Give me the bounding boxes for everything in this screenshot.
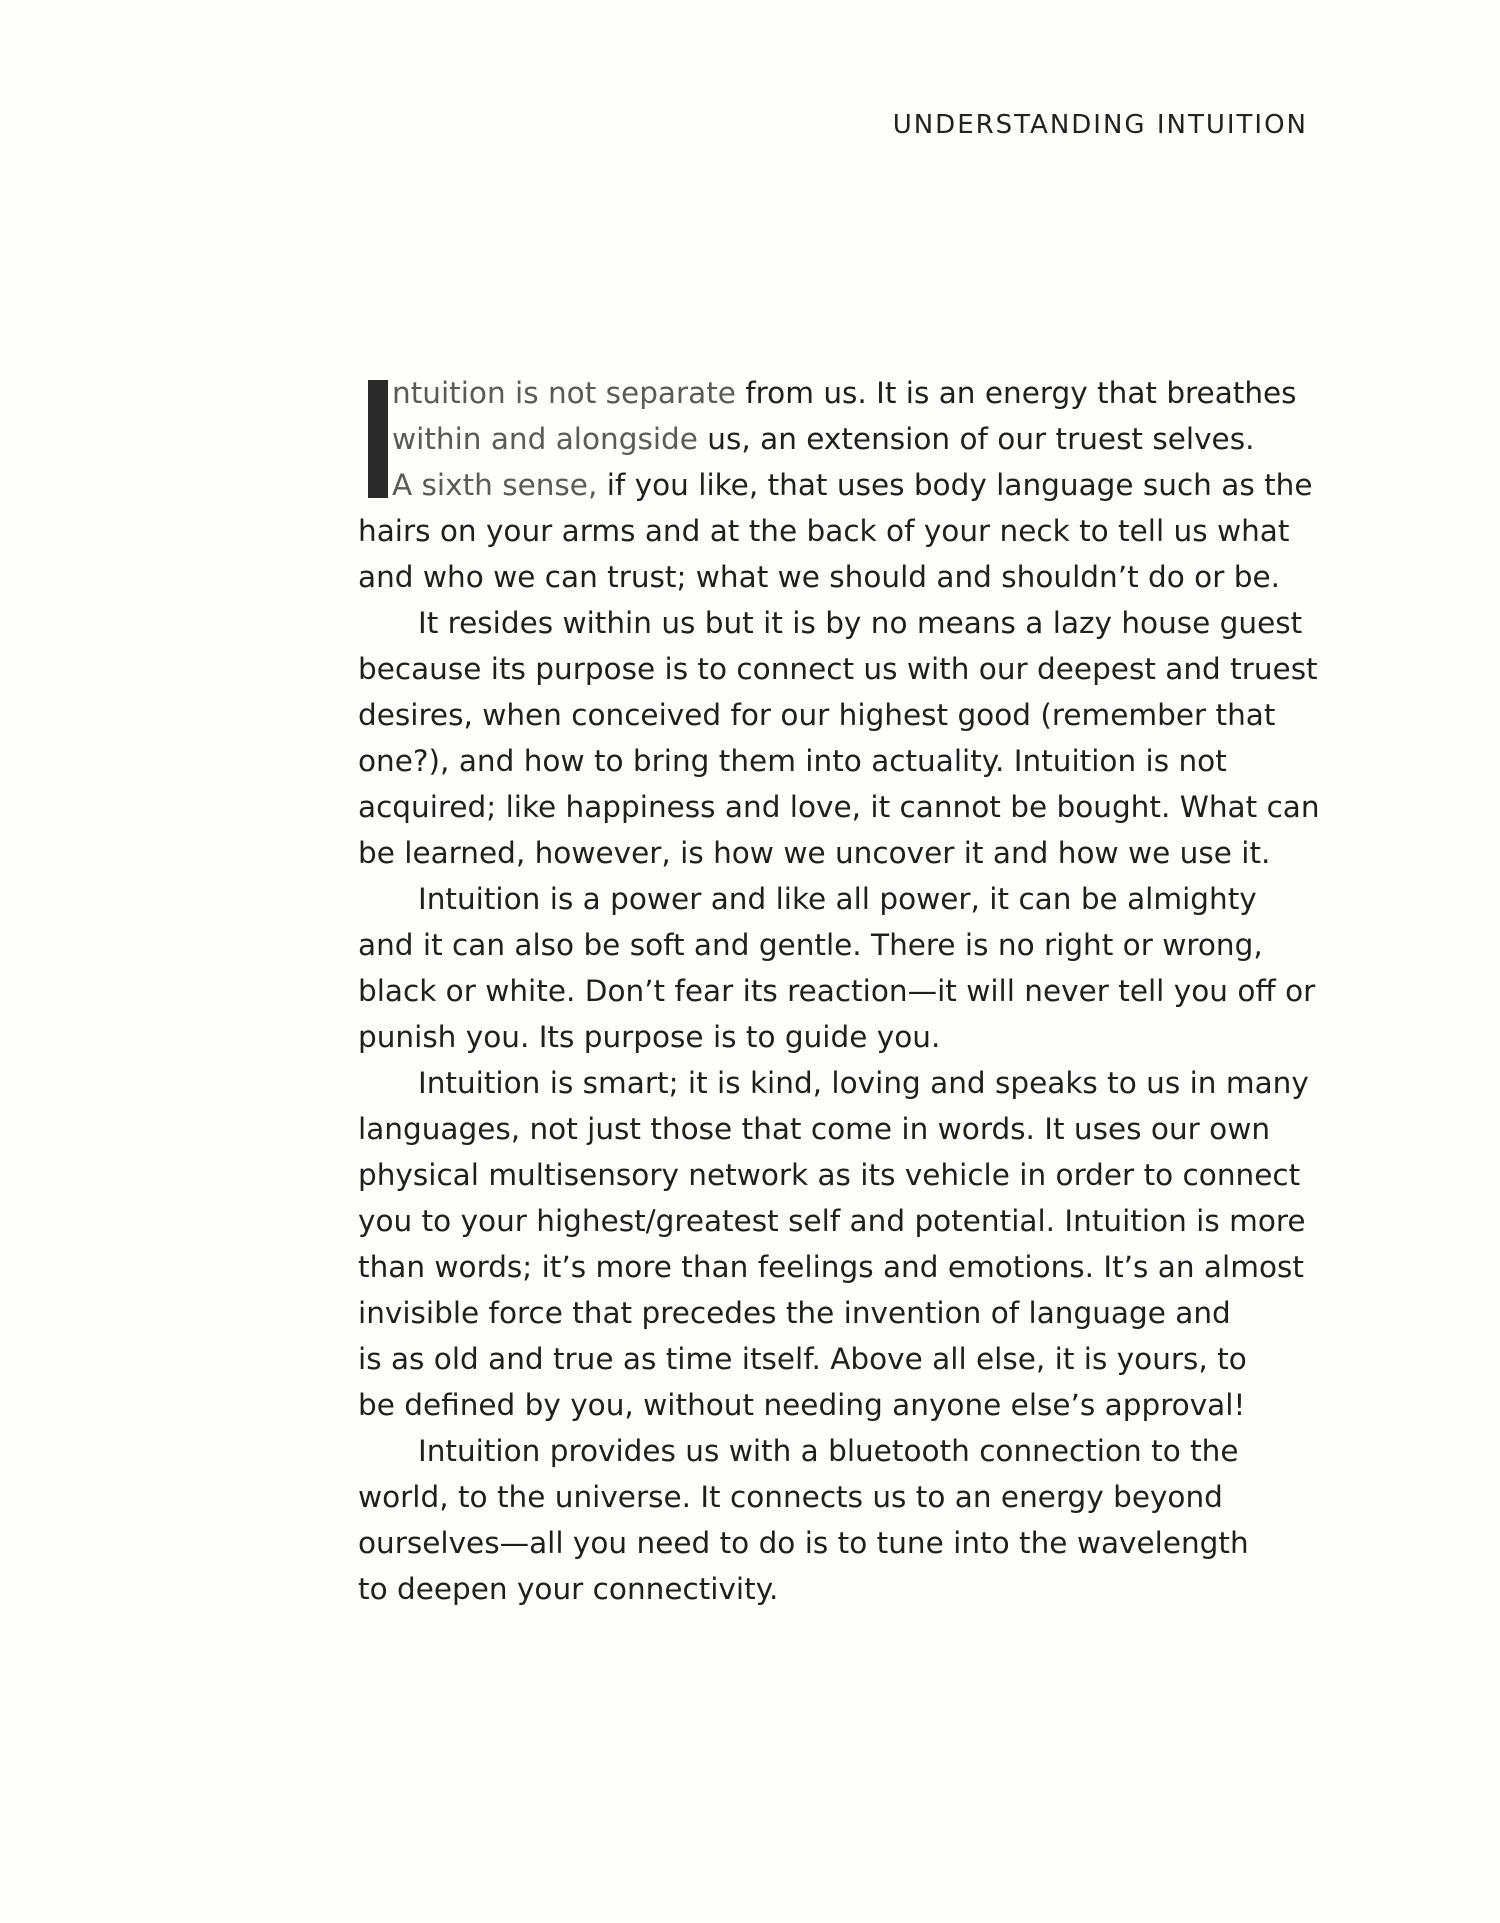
text-line: invisible force that precedes the invention of language and xyxy=(358,1296,1231,1330)
text-line: world, to the universe. It connects us to an energy beyond xyxy=(358,1480,1223,1514)
text-line: Intuition is a power and like all power, it can be almighty xyxy=(418,882,1257,916)
text-line-faded: A sixth sense, xyxy=(392,468,598,502)
text-line: black or white. Don’t fear its reaction—it will never tell you off or xyxy=(358,974,1316,1008)
drop-cap xyxy=(368,380,388,498)
text-line: is as old and true as time itself. Above all else, it is yours, to xyxy=(358,1342,1247,1376)
text-line: be learned, however, is how we uncover it and how we use it. xyxy=(358,836,1271,870)
text-line-faded: within and alongside xyxy=(392,422,698,456)
text-line: ourselves—all you need to do is to tune into the wavelength xyxy=(358,1526,1249,1560)
text-line xyxy=(358,462,1313,508)
text-line: Intuition is smart; it is kind, loving and speaks to us in many xyxy=(418,1066,1309,1100)
text-line: than words; it’s more than feelings and emotions. It’s an almost xyxy=(358,1250,1304,1284)
text-line-faded: ntuition is not separate xyxy=(392,376,736,410)
text-line: Intuition provides us with a bluetooth connection to the xyxy=(418,1434,1239,1468)
text-line: physical multisensory network as its vehicle in order to connect xyxy=(358,1158,1301,1192)
text-line: be defined by you, without needing anyone else’s approval! xyxy=(358,1388,1246,1422)
text-line: you to your highest/greatest self and potential. Intuition is more xyxy=(358,1204,1306,1238)
text-line: acquired; like happiness and love, it cannot be bought. What can xyxy=(358,790,1320,824)
text-line: hairs on your arms and at the back of your neck to tell us what xyxy=(358,514,1290,548)
text-line: because its purpose is to connect us with our deepest and truest xyxy=(358,652,1318,686)
text-line-rest: us, an extension of our truest selves. xyxy=(697,422,1255,456)
text-line: one?), and how to bring them into actuality. Intuition is not xyxy=(358,744,1227,778)
text-line-rest: from us. It is an energy that breathes xyxy=(735,376,1297,410)
text-line: and who we can trust; what we should and shouldn’t do or be. xyxy=(358,560,1280,594)
running-head: UNDERSTANDING INTUITION xyxy=(892,110,1308,140)
text-line xyxy=(358,416,1313,462)
text-line: and it can also be soft and gentle. There is no right or wrong, xyxy=(358,928,1263,962)
text-line: It resides within us but it is by no means a lazy house guest xyxy=(418,606,1303,640)
body-text xyxy=(358,370,1320,1612)
text-line: to deepen your connectivity. xyxy=(358,1572,779,1606)
text-line: languages, not just those that come in words. It uses our own xyxy=(358,1112,1271,1146)
text-line xyxy=(358,370,1313,416)
drop-cap-letter xyxy=(368,380,369,381)
text-line-rest: if you like, that uses body language such as the xyxy=(597,468,1313,502)
text-line: punish you. Its purpose is to guide you. xyxy=(358,1020,941,1054)
text-line: desires, when conceived for our highest good (remember that xyxy=(358,698,1276,732)
